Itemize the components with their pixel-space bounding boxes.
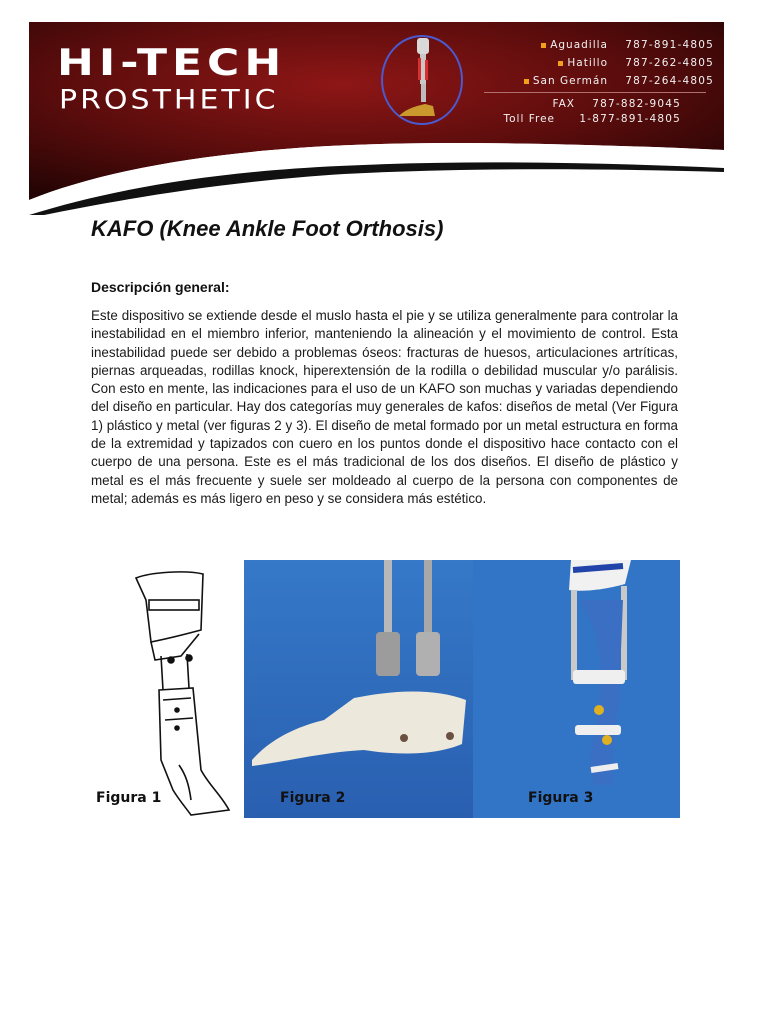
location-city: Aguadilla	[550, 39, 608, 51]
tollfree-label: Toll Free	[503, 112, 555, 125]
figure-2-plastic-metal-kafo-photo	[244, 560, 473, 818]
figure-3-label: Figura 3	[528, 790, 594, 806]
location-phone: 787-891-4805	[625, 39, 714, 51]
tollfree-number: 1-877-891-4805	[579, 112, 681, 125]
figure-3-plastic-metal-kafo-photo	[473, 560, 680, 818]
plastic-foot-orthosis-photo	[244, 560, 473, 818]
metal-kafo-drawing-image	[91, 560, 243, 818]
logo-wordmark-prosthetic: PROSTHETIC	[59, 84, 279, 116]
bullet-icon	[524, 79, 529, 84]
figure-2-label: Figura 2	[280, 790, 346, 806]
contact-row-san-german	[494, 72, 714, 90]
logo-wordmark-hitech: HI-TECH	[57, 42, 287, 84]
figure-1-metal-kafo-drawing	[91, 560, 243, 818]
bullet-icon	[558, 61, 563, 66]
contact-row-fax	[469, 96, 681, 111]
kafo-leg-brace-photo	[473, 560, 680, 818]
header-banner	[29, 22, 724, 215]
fax-label: FAX	[552, 97, 575, 110]
contact-row-hatillo	[494, 54, 714, 72]
contact-row-tollfree	[469, 111, 681, 126]
location-phone: 787-264-4805	[625, 75, 714, 87]
bullet-icon	[541, 43, 546, 48]
document-title: KAFO (Knee Ankle Foot Orthosis)	[91, 216, 444, 241]
figure-1-label: Figura 1	[96, 790, 162, 806]
fax-number: 787-882-9045	[592, 97, 681, 110]
location-city: San Germán	[532, 75, 608, 87]
contact-row-aguadilla	[494, 36, 714, 54]
description-paragraph: Este dispositivo se extiende desde el muslo hasta el pie y se utiliza generalmente para controlar la inestabilidad en el miembro inferior, manteniendo la alineación y el movimiento de control. Esta inestabilidad puede ser debido a problemas óseos: fracturas de huesos, articulaciones artríticas, piernas arqueadas, rodillas knock, hiperextensión de la rodilla o debilidad muscular y/o parálisis. Con esto en mente, las indicaciones para el uso de un KAFO son muchas y variadas dependiendo del diseño en particular. Hay dos categorías muy generales de kafos: diseños de metal (Ver Figura 1) plástico y metal (ver figuras 2 y 3). El diseño de metal formado por un metal estructura en forma de la extremidad y tapizados con cuero en los puntos donde el dispositivo hace contacto con el cuerpo de una persona. Este es el más tradicional de los dos diseños. El diseño de plástico y metal es el más frecuente y suele ser moldeado al cuerpo de la persona con componentes de metal; además es más ligero en peso y se considera más estético.	[91, 308, 678, 506]
location-city: Hatillo	[567, 57, 608, 69]
location-phone: 787-262-4805	[625, 57, 714, 69]
contact-divider	[484, 92, 706, 93]
contact-fax-tollfree	[469, 96, 681, 126]
section-heading: Descripción general:	[91, 279, 230, 295]
prosthetic-leg-logo-icon	[377, 34, 467, 126]
contact-locations	[494, 36, 714, 90]
